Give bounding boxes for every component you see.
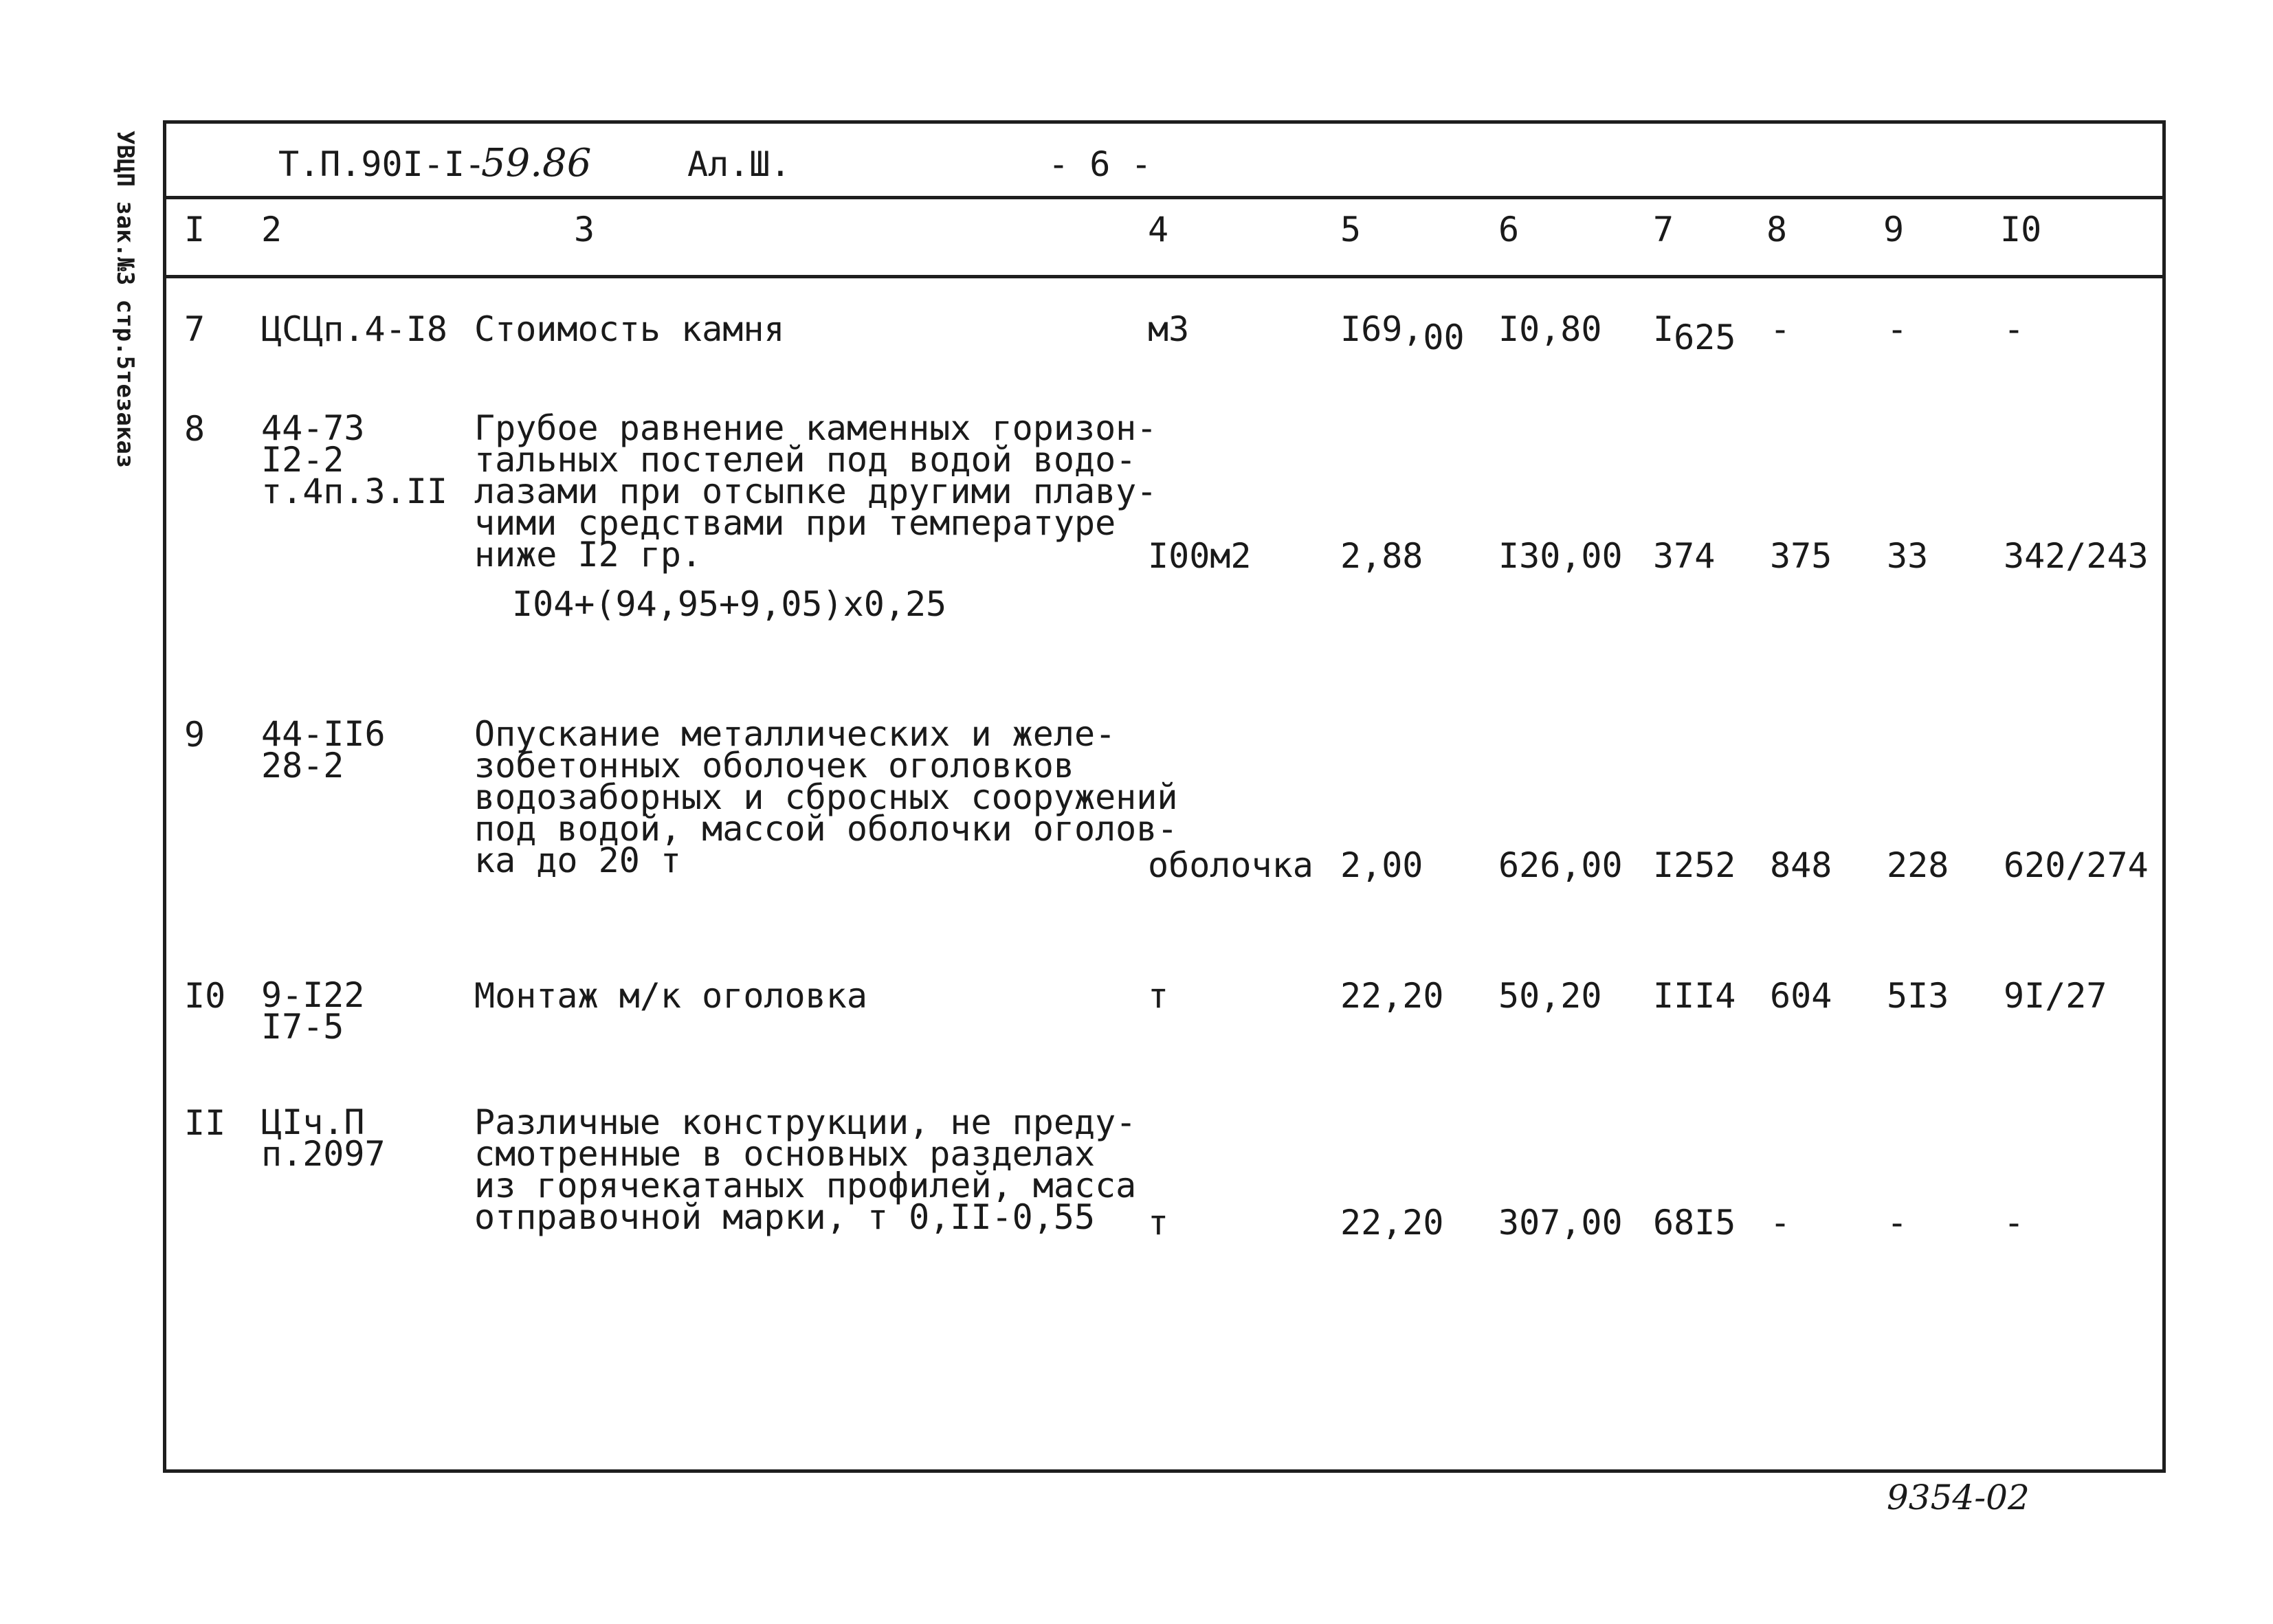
row-code: ЦСЦп.4-І8 (261, 309, 447, 349)
row-col9: - (1887, 1203, 1908, 1243)
row-total: 68І5 (1653, 1203, 1736, 1243)
row-unit-price: 50,20 (1498, 976, 1602, 1016)
column-header-5: 5 (1340, 210, 1362, 249)
row-col10: - (2004, 309, 2025, 349)
row-quantity (1340, 309, 1465, 357)
row-col9: 33 (1887, 536, 1929, 576)
row-number: 9 (184, 715, 206, 755)
column-header-6: 6 (1498, 210, 1520, 249)
row-description: Монтаж м/к оголовка (474, 976, 867, 1016)
row-quantity: 2,88 (1340, 536, 1423, 576)
column-header-2: 2 (261, 210, 282, 249)
column-header-7: 7 (1653, 210, 1674, 249)
column-header-1: І (184, 210, 206, 249)
row-col8: 375 (1770, 536, 1832, 576)
row-col9: 228 (1887, 845, 1949, 885)
row-col9: 5І3 (1887, 976, 1949, 1016)
document-code: Т.П.90І-І- (278, 144, 486, 184)
row-unit-price: І30,00 (1498, 536, 1623, 576)
row-unit: І00м2 (1148, 536, 1252, 576)
row-total: І252 (1653, 845, 1736, 885)
row-number: ІІ (184, 1103, 226, 1143)
row-quantity-main: І69, (1340, 309, 1423, 349)
header-divider (163, 196, 2166, 199)
side-stamp (96, 131, 144, 502)
document-code-handwritten: 59.86 (481, 141, 592, 186)
row-col10: 9І/27 (2004, 976, 2107, 1016)
column-header-9: 9 (1883, 210, 1905, 249)
row-unit: оболочка (1148, 845, 1313, 885)
album-label: Ал.Ш. (687, 144, 791, 184)
row-code: 44-ІІ6 28-2 (261, 714, 386, 786)
row-col8: 604 (1770, 976, 1832, 1016)
row-code: 44-73 І2-2 т.4п.3.ІІ (261, 408, 447, 511)
row-col9: - (1887, 309, 1908, 349)
row-total-main: І (1653, 309, 1674, 349)
row-number: 7 (184, 309, 206, 349)
column-header-divider (163, 275, 2166, 278)
row-unit: т (1148, 1203, 1169, 1243)
row-col8: - (1770, 1203, 1791, 1243)
row-col10: 342/243 (2004, 536, 2149, 576)
document-number: 9354-02 (1887, 1478, 2030, 1517)
row-formula: І04+(94,95+9,05)х0,25 (512, 584, 947, 624)
column-header-10: І0 (2000, 210, 2042, 249)
row-col8: 848 (1770, 845, 1832, 885)
row-code: 9-І22 І7-5 (261, 975, 365, 1047)
row-unit-price: 626,00 (1498, 845, 1623, 885)
side-stamp-text: УВЦП зак.№3 стр.5тезаказ (111, 131, 139, 469)
row-col8: - (1770, 309, 1791, 349)
row-total: 374 (1653, 536, 1716, 576)
row-total: ІІІ4 (1653, 976, 1736, 1016)
row-col10: 620/274 (2004, 845, 2149, 885)
row-quantity: 22,20 (1340, 1203, 1444, 1243)
row-unit-price: 307,00 (1498, 1203, 1623, 1243)
row-total-sub: 625 (1674, 318, 1736, 357)
row-unit: т (1148, 976, 1169, 1016)
row-description: Грубое равнение каменных горизон- тальных постелей под водой водо- лазами при отсыпке другими плаву- чими средствами при температуре ниже І2 гр. (474, 408, 1157, 575)
row-unit: м3 (1148, 309, 1190, 349)
row-number: 8 (184, 409, 206, 449)
row-total (1653, 309, 1736, 357)
column-header-4: 4 (1148, 210, 1169, 249)
row-col10: - (2004, 1203, 2025, 1243)
row-description: Опускание металлических и желе- зобетонных оболочек оголовков водозаборных и сбросных сооружений под водой, массой оболочки оголов- ка до 20 т (474, 714, 1178, 880)
row-description: Стоимость камня (474, 309, 785, 349)
row-unit-price: І0,80 (1498, 309, 1602, 349)
row-quantity: 2,00 (1340, 845, 1423, 885)
row-number: І0 (184, 976, 226, 1016)
row-code: ЦІч.П п.2097 (261, 1102, 386, 1174)
row-description: Различные конструкции, не преду- смотренные в основных разделах из горячекатаных профилей, масса отправочной марки, т 0,ІІ-0,55 (474, 1102, 1137, 1237)
row-quantity-sub: 00 (1423, 318, 1465, 357)
page-number: - 6 - (1048, 144, 1152, 184)
column-header-8: 8 (1766, 210, 1788, 249)
column-header-3: 3 (574, 210, 595, 249)
row-quantity: 22,20 (1340, 976, 1444, 1016)
